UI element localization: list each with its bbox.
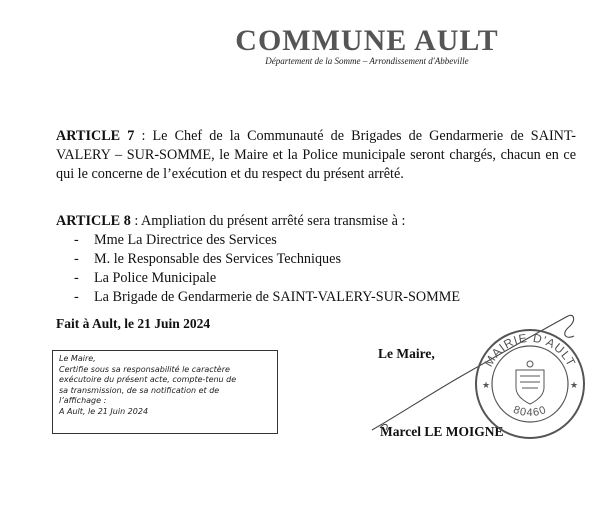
certification-box — [52, 350, 278, 434]
signature-title: Le Maire, — [378, 346, 435, 361]
recipient-item: - La Brigade de Gendarmerie de SAINT-VALERY-SUR-SOMME — [56, 288, 576, 307]
certification-line: Certifie sous sa responsabilité le caractère — [59, 364, 230, 374]
stamp-bottom-text: 80460 — [511, 403, 549, 419]
svg-text:80460 — [512, 404, 549, 419]
stamp-top-text: MAIRIE D'AULT — [481, 330, 579, 370]
article-7 — [56, 127, 576, 184]
star-icon: ★ — [482, 381, 491, 391]
certification-line: l’affichage : — [59, 396, 107, 406]
signatory-name: Marcel LE MOIGNE — [380, 424, 504, 439]
star-icon: ★ — [570, 381, 579, 391]
article-8-label: ARTICLE 8 — [56, 213, 131, 229]
certification-line: exécutoire du présent acte, compte-tenu de — [59, 375, 237, 385]
recipient-list — [56, 231, 576, 307]
article-8 — [56, 212, 576, 307]
fait-a-ault: Fait à Ault, le 21 Juin 2024 — [56, 316, 211, 331]
certification-line: sa transmission, de sa notification et de — [59, 385, 220, 395]
recipient-item: - M. le Responsable des Services Techniques — [56, 250, 576, 269]
certification-line: A Ault, le 21 Juin 2024 — [59, 406, 149, 416]
recipient-item: - Mme La Directrice des Services — [56, 231, 576, 250]
article-7-label: ARTICLE 7 — [56, 128, 135, 144]
article-8-text: : Ampliation du présent arrêté sera transmise à : — [130, 213, 406, 229]
mairie-stamp — [472, 326, 588, 442]
article-7-text: : Le Chef de la Communauté de Brigades de Gendarmerie de SAINT-VALERY – SUR-SOMME, le Maire et la Police municipale seront chargés, chacun en ce qui le concerne de l’exécution et du respect du présent arrêté. — [56, 128, 577, 182]
certification-line: Le Maire, — [59, 354, 96, 363]
commune-subtitle: Département de la Somme – Arrondissement d'Abbeville — [265, 56, 469, 66]
recipient-item: - La Police Municipale — [56, 269, 576, 288]
svg-text:MAIRIE D'AULT — [481, 331, 578, 369]
coat-of-arms-icon — [516, 361, 544, 404]
commune-title: COMMUNE AULT — [235, 24, 499, 57]
